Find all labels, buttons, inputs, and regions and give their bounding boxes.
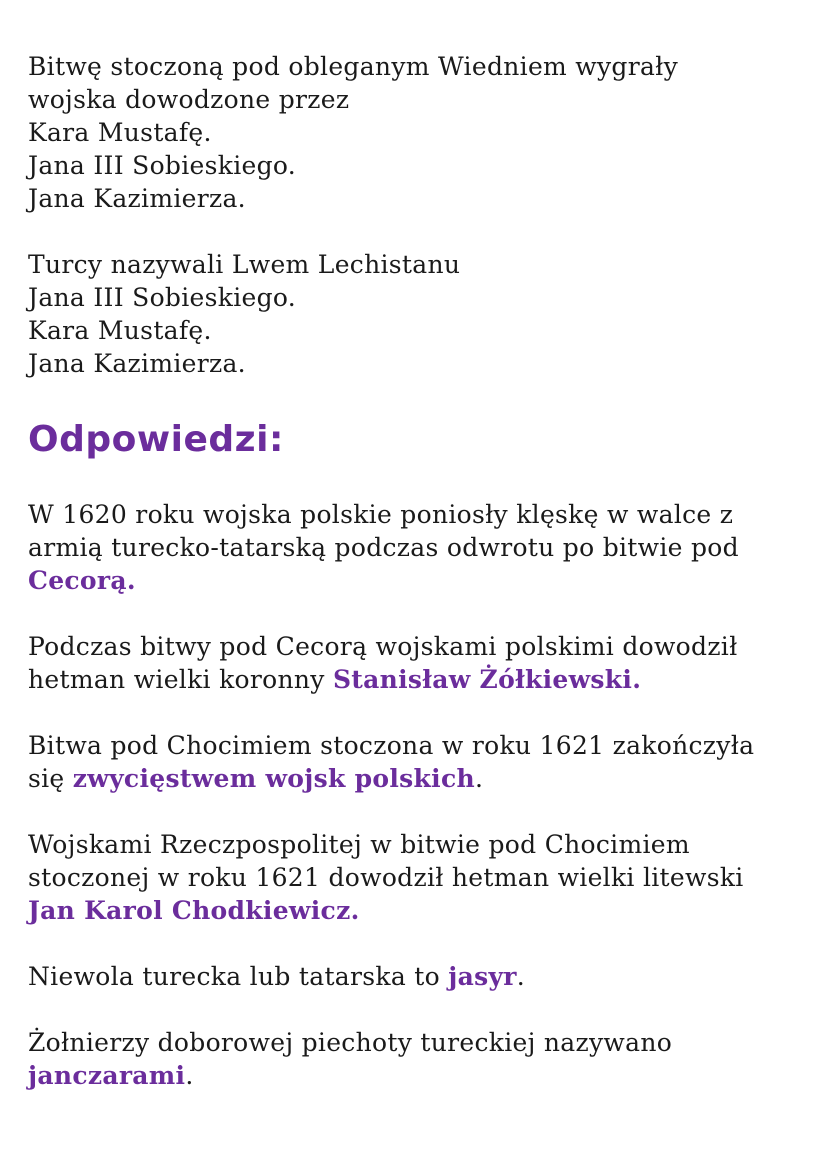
answer-1: [28, 498, 818, 597]
document-page: [28, 50, 818, 1092]
answer-6-line-1: Żołnierzy doborowej piechoty tureckiej nazywano: [28, 1028, 673, 1057]
answer-3-highlight: zwycięstwem wojsk polskich: [72, 764, 475, 793]
answer-1-line-2: armią turecko-tatarską podczas odwrotu po bitwie pod: [28, 533, 739, 562]
answer-6-line-2: [28, 1059, 818, 1092]
question-2-option-3: Jana Kazimierza.: [28, 349, 246, 378]
answer-3-line-1: Bitwa pod Chocimiem stoczona w roku 1621 zakończyła: [28, 731, 755, 760]
answer-4-line-1: Wojskami Rzeczpospolitej w bitwie pod Chocimiem: [28, 830, 690, 859]
answer-6-suffix: .: [185, 1061, 194, 1090]
answer-5-suffix: .: [516, 962, 526, 991]
question-2-option-1: Jana III Sobieskiego.: [28, 283, 297, 312]
question-1: [28, 50, 818, 215]
answer-2-line-1: Podczas bitwy pod Cecorą wojskami polskimi dowodził: [28, 632, 738, 661]
answer-2-prefix: hetman wielki koronny: [28, 665, 333, 694]
question-2-prompt-line-1: Turcy nazywali Lwem Lechistanu: [28, 250, 461, 279]
answer-3-suffix: .: [474, 764, 484, 793]
answer-6-highlight: janczarami: [28, 1061, 186, 1090]
answers-heading: Odpowiedzi:: [28, 419, 284, 460]
answer-2-highlight: Stanisław Żółkiewski.: [332, 665, 642, 694]
answer-3: [28, 729, 818, 795]
answer-1-line-1: W 1620 roku wojska polskie poniosły klęskę w walce z: [28, 500, 734, 529]
answer-4: [28, 828, 818, 927]
answer-5-highlight: jasyr: [448, 962, 517, 991]
question-1-prompt-line-1: Bitwę stoczoną pod obleganym Wiedniem wygrały: [28, 52, 678, 81]
question-1-option-2: Jana III Sobieskiego.: [28, 151, 297, 180]
answer-3-prefix: się: [28, 764, 73, 793]
answer-4-highlight: Jan Karol Chodkiewicz.: [28, 896, 360, 925]
answer-2: [28, 630, 818, 696]
question-2: [28, 248, 818, 380]
question-1-option-3: Jana Kazimierza.: [28, 184, 246, 213]
answer-3-line-2: [28, 762, 818, 795]
answer-5-line-1: [28, 960, 818, 993]
question-1-option-1: Kara Mustafę.: [28, 118, 212, 147]
answer-2-line-2: [28, 663, 818, 696]
question-2-option-2: Kara Mustafę.: [28, 316, 212, 345]
answer-5-prefix: Niewola turecka lub tatarska to: [28, 962, 449, 991]
answer-5: [28, 960, 818, 993]
question-1-prompt-line-2: wojska dowodzone przez: [28, 85, 350, 114]
answer-6: [28, 1026, 818, 1092]
answer-1-highlight: Cecorą.: [28, 566, 136, 595]
answer-4-line-2: stoczonej w roku 1621 dowodził hetman wielki litewski: [28, 863, 744, 892]
